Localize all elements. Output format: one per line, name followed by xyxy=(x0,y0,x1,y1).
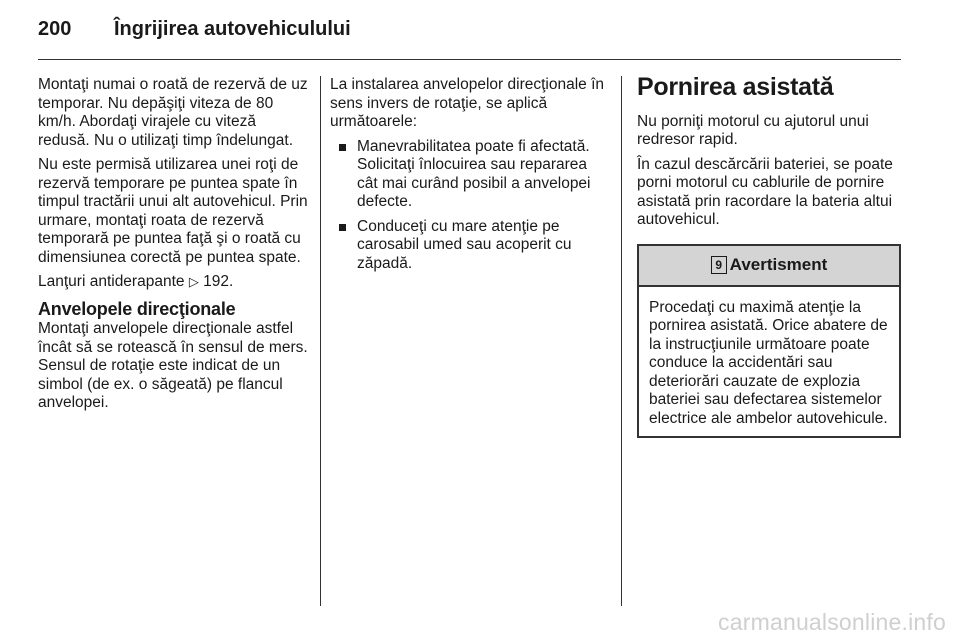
paragraph-no-fast-charger: Nu porniţi motorul cu ajutorul unui redresor rapid. xyxy=(637,112,869,148)
bullet-square-icon xyxy=(339,224,346,231)
paragraph-spare-wheel: Montaţi numai o roată de rezervă de uz temporar. Nu depăşiţi viteza de 80 km/h. Abordaţi virajele cu viteză redusă. Nu o utilizaţi timp îndelungat. xyxy=(38,76,308,149)
snow-chains-label: Lanţuri antiderapante xyxy=(38,273,185,290)
arrow-ref-icon[interactable]: ▷ xyxy=(188,274,199,289)
snow-chains-page-ref[interactable]: 192. xyxy=(203,273,234,290)
page-number: 200 xyxy=(38,18,72,40)
list-item: Manevrabilitatea poate fi afectată. Solicitaţi înlocuirea sau repararea cât mai curând posibil a anvelopei defecte. xyxy=(330,138,612,212)
paragraph-jump-cables: În cazul descărcării bateriei, se poate porni motorul cu cablurile de pornire asistată prin racordare la bateria altui autovehicul. xyxy=(637,155,893,228)
paragraph-directional-tyres: Montaţi anvelopele direcţionale astfel încât să se rotească în sensul de mers. Sensul de rotaţie este indicat de un simbol (de ex. o săgeată) pe flancul anvelopei. xyxy=(38,320,308,411)
warning-title: Avertisment xyxy=(729,254,828,274)
column-3 xyxy=(637,73,903,438)
list-item: Conduceţi cu mare atenţie pe carosabil umed sau acoperit cu zăpadă. xyxy=(330,218,612,274)
heading-directional-tyres: Anvelopele direcţionale xyxy=(38,298,236,319)
page-title: Îngrijirea autovehiculului xyxy=(114,18,351,40)
header-divider xyxy=(38,59,901,60)
paragraph-temporary-spare: Nu este permisă utilizarea unei roţi de rezervă temporare pe puntea spate în timpul tractării unui alt autovehicul. Prin urmare, montaţi roata de rezervă temporară pe puntea faţă şi o roată cu dimensiunea corectă pe puntea spate. xyxy=(38,156,308,266)
warning-header xyxy=(639,246,899,287)
paragraph-reverse-install: La instalarea anvelopelor direcţionale în sens invers de rotaţie, se aplică următoarele: xyxy=(330,76,605,130)
warning-body: Procedaţi cu maximă atenţie la pornirea asistată. Orice abatere de la instrucţiunile următoare poate conduce la accidentări sau deteriorări cauzate de explozia bateriei sau defectarea sistemelor electrice ale ambelor autovehicule. xyxy=(649,298,888,427)
watermark: carmanualsonline.info xyxy=(718,609,946,635)
paragraph-snow-chains xyxy=(38,273,310,292)
warning-9-icon: 9 xyxy=(711,256,727,274)
column-2 xyxy=(330,76,612,279)
heading-jump-start: Pornirea asistată xyxy=(637,73,834,101)
column-divider-1 xyxy=(320,76,321,606)
column-divider-2 xyxy=(621,76,622,606)
bullet-square-icon xyxy=(339,144,346,151)
warning-box xyxy=(637,244,901,439)
column-1 xyxy=(38,76,310,419)
